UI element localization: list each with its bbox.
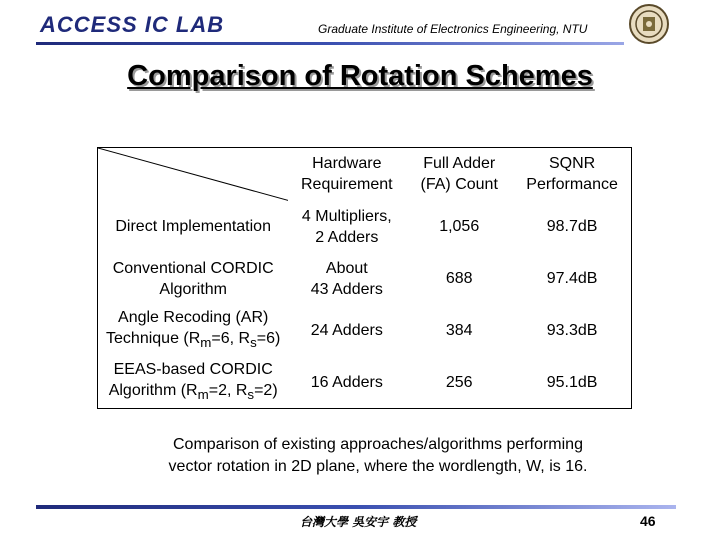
institute-name: Graduate Institute of Electronics Engineering, NTU xyxy=(318,22,588,36)
table-row xyxy=(98,357,632,409)
row-hardware: 16 Adders xyxy=(310,373,383,391)
diagonal-header-cell xyxy=(98,148,289,201)
row-name: EEAS-based CORDIC Algorithm ($R_m=2$, $R_s=2$) xyxy=(108,361,278,403)
table-caption: Comparison of existing approaches/algorithms performing vector rotation in 2D plane, where the wordlength, W, is 16. xyxy=(168,436,588,475)
header-hardware: Hardware Requirement xyxy=(301,155,393,194)
table-row xyxy=(98,253,632,305)
table-row xyxy=(98,305,632,357)
row-name: Direct Implementation xyxy=(115,218,271,235)
page-number: 46 xyxy=(640,513,656,529)
footer-rule xyxy=(36,505,676,509)
row-sqnr: 93.3dB xyxy=(546,322,598,339)
row-fa: 688 xyxy=(445,270,473,287)
row-hardware: 4 Multipliers, 2 Adders xyxy=(301,207,392,246)
row-name: Conventional CORDIC Algorithm xyxy=(112,259,274,298)
diagonal-line xyxy=(98,148,288,201)
header-fa-count: Full Adder (FA) Count xyxy=(420,155,498,194)
row-fa: 256 xyxy=(445,373,473,391)
row-fa: 1,056 xyxy=(439,218,480,235)
footer-author: 台灣大學 吳安宇 教授 xyxy=(300,515,417,529)
slide-title: Comparison of Rotation Schemes xyxy=(127,60,593,92)
row-sqnr: 97.4dB xyxy=(546,270,598,287)
row-sqnr: 98.7dB xyxy=(546,218,598,235)
row-fa: 384 xyxy=(445,322,473,339)
lab-name: ACCESS IC LAB xyxy=(40,12,225,37)
row-hardware: 24 Adders xyxy=(310,322,383,339)
row-sqnr: 95.1dB xyxy=(546,373,598,391)
table-header-row xyxy=(98,148,632,201)
table-row xyxy=(98,201,632,253)
header-rule xyxy=(36,42,624,45)
header-sqnr: SQNR Performance xyxy=(526,155,618,194)
row-hardware: About 43 Adders xyxy=(310,259,383,298)
comparison-table xyxy=(97,147,632,409)
row-name: Angle Recoding (AR) Technique ($R_m=6$, $R_s=6$) xyxy=(106,309,281,351)
university-seal-icon xyxy=(629,4,669,44)
